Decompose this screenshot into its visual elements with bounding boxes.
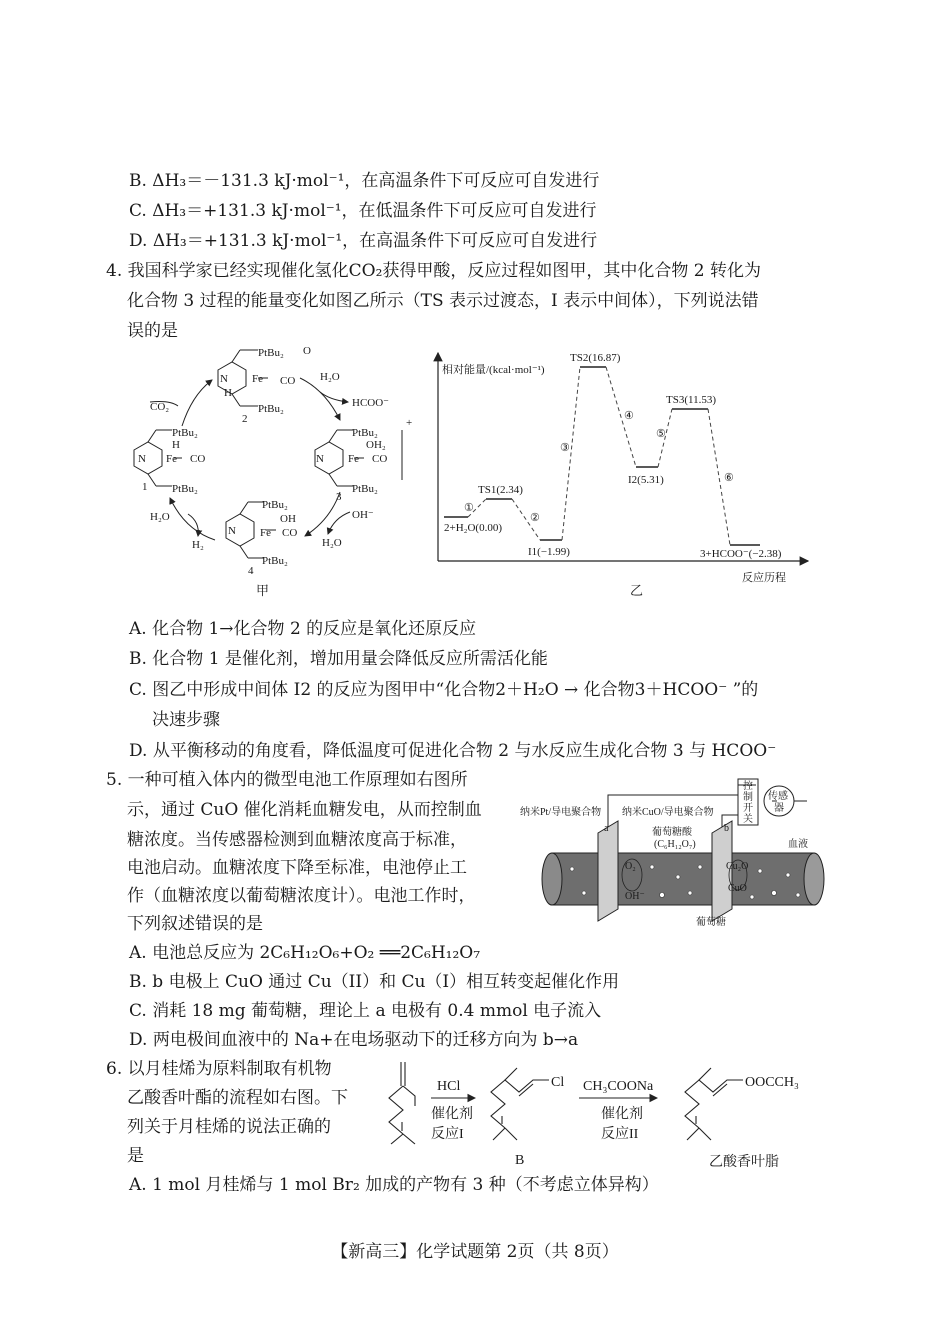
switch-char-2: 制 — [743, 792, 753, 803]
ptbu-label: PtBu₂ — [352, 483, 378, 495]
n-label: N — [138, 453, 146, 465]
q5-stem-line2: 示，通过 CuO 催化消耗血糖发电，从而控制血 — [127, 800, 482, 820]
figure-jia-caption: 甲 — [256, 583, 270, 598]
n-label: N — [220, 373, 228, 385]
co2-label: CO₂ — [150, 401, 170, 413]
q4-option-d: D. 从平衡移动的角度看，降低温度可促进化合物 2 与水反应生成化合物 3 与 HCOO⁻ — [129, 741, 777, 761]
q5-stem-line5: 作（血糖浓度以葡萄糖浓度计）。电池工作时， — [127, 886, 476, 906]
figure-jia-catalytic-cycle — [140, 340, 425, 602]
q6-stem-line2: 乙酸香叶酯的流程如右图。下 — [127, 1088, 348, 1108]
q6-stem-line4: 是 — [127, 1146, 144, 1166]
ptbu-label: PtBu₂ — [258, 403, 284, 415]
h2-label: H₂ — [192, 539, 204, 551]
yi-point-ts3: TS3(11.53) — [666, 394, 717, 406]
q5-option-d: D. 两电极间血液中的 Na+在电场驱动下的迁移方向为 b→a — [129, 1030, 579, 1050]
gluconic-formula-label: (C₆H₁₂O₇) — [654, 839, 696, 850]
chlorine-label: Cl — [551, 1075, 565, 1090]
fe-label: Fe — [348, 453, 359, 465]
cuo-label: CuO — [728, 883, 747, 894]
ptbu-label: PtBu₂ — [262, 555, 288, 567]
oh2-label: OH₂ — [366, 439, 386, 451]
q4-stem-line1: 4. 我国科学家已经实现催化氢化CO₂获得甲酸，反应过程如图甲，其中化合物 2 转化为 — [106, 261, 762, 281]
yi-step-6: ⑥ — [724, 472, 734, 484]
ptbu-label: PtBu₂ — [352, 427, 378, 439]
q5-option-b: B. b 电极上 CuO 通过 Cu（II）和 Cu（I）相互转变起催化作用 — [129, 972, 620, 992]
q4-stem-line2: 化合物 3 过程的能量变化如图乙所示（TS 表示过渡态，I 表示中间体），下列说法错 — [127, 291, 759, 311]
ptbu-label: PtBu₂ — [258, 347, 284, 359]
q3-option-b: B. ΔH₃＝－131.3 kJ·mol⁻¹，在高温条件下可反应可自发进行 — [129, 171, 600, 191]
yi-point-ts2: TS2(16.87) — [570, 352, 621, 364]
o-label: O — [303, 345, 311, 357]
yi-point-start: 2+H₂O(0.00) — [444, 522, 503, 534]
catalyst-1-label: 催化剂 — [431, 1107, 473, 1122]
n-label: N — [316, 453, 324, 465]
yi-step-1: ① — [464, 502, 474, 514]
pt-electrode-label: 纳米Pt/导电聚合物 — [520, 807, 602, 818]
q3-option-d: D. ΔH₃＝+131.3 kJ·mol⁻¹，在高温条件下可反应可自发进行 — [129, 231, 598, 251]
yi-step-2: ② — [530, 512, 540, 524]
q5-option-c: C. 消耗 18 mg 葡萄糖，理论上 a 电极有 0.4 mmol 电子流入 — [129, 1001, 602, 1021]
figure-yi-caption: 乙 — [630, 583, 644, 598]
n-label: N — [228, 525, 236, 537]
h-label: H — [172, 439, 180, 451]
cu2o-label: Cu₂O — [726, 861, 749, 872]
acetate-group-label: OOCCH₃ — [745, 1075, 799, 1090]
yi-step-5: ⑤ — [656, 428, 666, 440]
compound-4-label: 4 — [248, 565, 254, 577]
fe-label: Fe — [260, 527, 271, 539]
fe-label: Fe — [166, 453, 177, 465]
q3-option-c: C. ΔH₃＝+131.3 kJ·mol⁻¹，在低温条件下可反应可自发进行 — [129, 201, 597, 221]
hcoo-label: HCOO⁻ — [352, 397, 389, 409]
q4-option-c-line1: C. 图乙中形成中间体 I2 的反应为图甲中“化合物2＋H₂O → 化合物3＋HCOO⁻ ”的 — [129, 680, 759, 700]
q4-option-b: B. 化合物 1 是催化剂，增加用量会降低反应所需活化能 — [129, 649, 548, 669]
o2-label: O₂ — [625, 861, 636, 872]
h2o-label: H₂O — [322, 537, 342, 549]
yi-point-i1: I1(−1.99) — [528, 546, 570, 558]
q4-option-c-line2: 决速步骤 — [152, 710, 220, 730]
h-label: H — [224, 387, 232, 399]
switch-char-3: 开 — [743, 803, 753, 814]
q5-stem-line4: 电池启动。血糖浓度下降至标准，电池停止工 — [127, 858, 467, 878]
co-label: CO — [372, 453, 388, 465]
ch3coona-label: CH₃COONa — [583, 1079, 654, 1094]
yi-step-3: ③ — [560, 442, 570, 454]
figure-yi-energy-profile — [430, 345, 820, 605]
electrode-a-label: a — [604, 823, 609, 834]
q6-stem-line3: 列关于月桂烯的说法正确的 — [127, 1117, 331, 1137]
q5-option-a: A. 电池总反应为 2C₆H₁₂O₆+O₂ ══2C₆H₁₂O₇ — [129, 943, 481, 963]
q5-stem-line1: 5. 一种可植入体内的微型电池工作原理如右图所 — [106, 770, 468, 790]
glucose-label: 葡萄糖 — [696, 917, 726, 928]
ohm-label: OH⁻ — [352, 509, 374, 521]
q4-option-a: A. 化合物 1→化合物 2 的反应是氧化还原反应 — [129, 619, 477, 639]
co-label: CO — [190, 453, 206, 465]
compound-3-label: 3 — [336, 491, 342, 503]
compound-b-label: B — [515, 1153, 525, 1168]
sensor-label-2: 器 — [774, 803, 784, 814]
yi-point-end: 3+HCOO⁻(−2.38) — [700, 548, 782, 560]
fe-label: Fe — [252, 373, 263, 385]
compound-1-label: 1 — [142, 481, 148, 493]
oh-label: OH — [280, 513, 296, 525]
q6-stem-line1: 6. 以月桂烯为原料制取有机物 — [106, 1059, 332, 1079]
switch-char-1: 控 — [743, 781, 753, 792]
cuo-electrode-label: 纳米CuO/导电聚合物 — [622, 807, 714, 818]
compound-2-label: 2 — [242, 413, 248, 425]
sensor-label-1: 传感 — [768, 791, 788, 802]
h2o-label: H₂O — [320, 371, 340, 383]
q5-stem-line6: 下列叙述错误的是 — [127, 914, 263, 934]
q6-option-a: A. 1 mol 月桂烯与 1 mol Br₂ 加成的产物有 3 种（不考虑立体异构） — [129, 1175, 659, 1195]
ptbu-label: PtBu₂ — [172, 427, 198, 439]
switch-char-4: 关 — [743, 814, 753, 825]
reaction-2-label: 反应II — [601, 1127, 639, 1142]
geranyl-acetate-label: 乙酸香叶脂 — [709, 1155, 779, 1170]
oh-label: OH⁻ — [625, 891, 645, 902]
catalyst-2-label: 催化剂 — [601, 1107, 643, 1122]
blood-label: 血液 — [788, 839, 808, 850]
yi-ylabel: 相对能量/(kcal·mol⁻¹) — [442, 364, 545, 376]
figure-q5-glucose-battery — [512, 775, 824, 930]
page-footer: 【新高三】化学试题第 2页（共 8页） — [331, 1242, 619, 1262]
h2o-label: H₂O — [150, 511, 170, 523]
plus-label: + — [406, 417, 413, 429]
co-label: CO — [280, 375, 296, 387]
ptbu-label: PtBu₂ — [262, 499, 288, 511]
figure-q6-reaction-scheme — [375, 1058, 825, 1176]
co-label: CO — [282, 527, 298, 539]
yi-xlabel: 反应历程 — [742, 572, 786, 584]
q5-stem-line3: 糖浓度。当传感器检测到血糖浓度高于标准， — [127, 830, 467, 850]
electrode-b-label: b — [724, 823, 729, 834]
ptbu-label: PtBu₂ — [172, 483, 198, 495]
yi-step-4: ④ — [624, 410, 634, 422]
q4-stem-line3: 误的是 — [127, 321, 178, 341]
reaction-1-label: 反应I — [431, 1127, 464, 1142]
yi-point-ts1: TS1(2.34) — [478, 484, 523, 496]
gluconic-acid-label: 葡萄糖酸 — [652, 827, 692, 838]
hcl-label: HCl — [437, 1079, 461, 1094]
yi-point-i2: I2(5.31) — [628, 474, 664, 486]
